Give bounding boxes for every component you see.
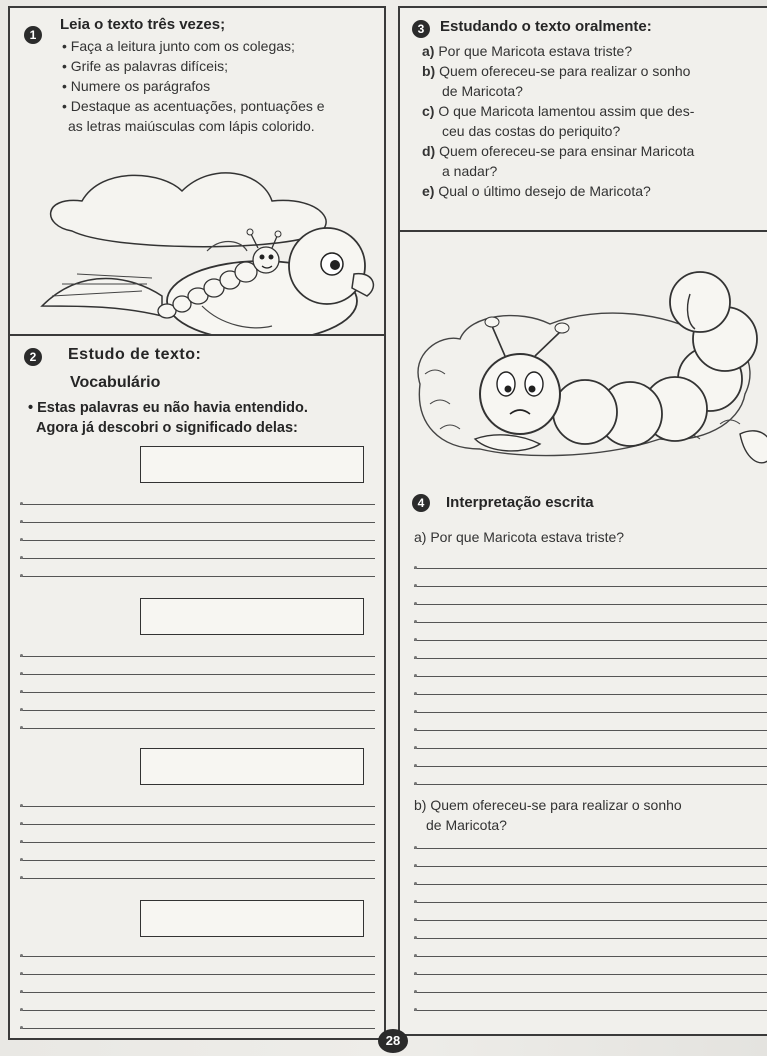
answer-line[interactable] — [414, 766, 767, 767]
answer-line[interactable] — [20, 674, 375, 675]
answer-line[interactable] — [20, 656, 375, 657]
oral-question-b: b) Quem ofereceu-se para realizar o sonho — [422, 63, 691, 79]
vocabulary-instruction-2: Agora já descobri o significado delas: — [36, 420, 298, 436]
word-box-1[interactable] — [140, 446, 364, 483]
answer-line[interactable] — [414, 866, 767, 867]
word-box-3[interactable] — [140, 748, 364, 785]
answer-line[interactable] — [20, 710, 375, 711]
oral-question-b-cont: de Maricota? — [442, 83, 523, 99]
answer-line[interactable] — [20, 540, 375, 541]
page-number: 28 — [378, 1029, 408, 1053]
bullet-4: • Destaque as acentuações, pontuações e — [62, 98, 325, 114]
sad-caterpillar-illustration — [400, 254, 767, 484]
answer-line[interactable] — [414, 992, 767, 993]
bullet-4-cont: as letras maiúsculas com lápis colorido. — [68, 118, 315, 134]
oral-question-e: e) Qual o último desejo de Maricota? — [422, 183, 651, 199]
oral-question-c-cont: ceu das costas do periquito? — [442, 123, 621, 139]
answer-line[interactable] — [20, 956, 375, 957]
section2-title: Estudo de texto: — [68, 346, 202, 363]
oral-question-d: d) Quem ofereceu-se para ensinar Maricota — [422, 143, 695, 159]
oral-question-c: c) O que Maricota lamentou assim que des- — [422, 103, 695, 119]
written-interpretation-panel — [398, 230, 767, 1036]
answer-line[interactable] — [414, 712, 767, 713]
answer-line[interactable] — [414, 640, 767, 641]
answer-line[interactable] — [414, 748, 767, 749]
written-question-b: b) Quem ofereceu-se para realizar o sonho — [414, 797, 682, 813]
section1-title: Leia o texto três vezes; — [60, 16, 226, 33]
answer-line[interactable] — [20, 842, 375, 843]
oral-question-a: a) Por que Maricota estava triste? — [422, 43, 633, 59]
answer-line[interactable] — [20, 558, 375, 559]
answer-line[interactable] — [414, 604, 767, 605]
answer-line[interactable] — [414, 730, 767, 731]
answer-line[interactable] — [414, 1010, 767, 1011]
answer-line[interactable] — [414, 938, 767, 939]
answer-line[interactable] — [20, 522, 375, 523]
answer-line[interactable] — [414, 884, 767, 885]
answer-line[interactable] — [414, 902, 767, 903]
answer-line[interactable] — [414, 920, 767, 921]
section4-title: Interpretação escrita — [446, 494, 594, 511]
answer-line[interactable] — [20, 824, 375, 825]
answer-line[interactable] — [20, 878, 375, 879]
oral-question-d-cont: a nadar? — [442, 163, 498, 179]
word-box-4[interactable] — [140, 900, 364, 937]
answer-line[interactable] — [414, 676, 767, 677]
section-number-3: 3 — [412, 20, 430, 38]
answer-line[interactable] — [414, 586, 767, 587]
reading-instructions-panel — [8, 6, 386, 336]
answer-line[interactable] — [414, 622, 767, 623]
section-number-4: 4 — [412, 494, 430, 512]
answer-line[interactable] — [20, 806, 375, 807]
word-box-2[interactable] — [140, 598, 364, 635]
section-number-2: 2 — [24, 348, 42, 366]
vocabulary-subtitle: Vocabulário — [70, 374, 161, 391]
answer-line[interactable] — [414, 974, 767, 975]
bullet-3: • Numere os parágrafos — [62, 78, 211, 94]
bullet-2: • Grife as palavras difíceis; — [62, 58, 228, 74]
oral-study-panel — [398, 6, 767, 232]
answer-line[interactable] — [414, 658, 767, 659]
answer-line[interactable] — [414, 568, 767, 569]
answer-line[interactable] — [20, 860, 375, 861]
vocabulary-instruction-1: • Estas palavras eu não havia entendido. — [28, 400, 308, 416]
answer-line[interactable] — [20, 576, 375, 577]
answer-line[interactable] — [20, 992, 375, 993]
answer-line[interactable] — [20, 728, 375, 729]
written-question-a: a) Por que Maricota estava triste? — [414, 529, 625, 545]
parrot-caterpillar-illustration — [22, 156, 382, 336]
answer-line[interactable] — [20, 692, 375, 693]
answer-line[interactable] — [414, 784, 767, 785]
answer-line[interactable] — [20, 504, 375, 505]
written-question-b-cont: de Maricota? — [426, 817, 507, 833]
answer-line[interactable] — [414, 956, 767, 957]
answer-line[interactable] — [414, 694, 767, 695]
section3-title: Estudando o texto oralmente: — [440, 18, 652, 35]
answer-line[interactable] — [20, 1010, 375, 1011]
bullet-1: • Faça a leitura junto com os colegas; — [62, 38, 295, 54]
answer-line[interactable] — [414, 848, 767, 849]
vocabulary-panel — [8, 334, 386, 1040]
answer-line[interactable] — [20, 1028, 375, 1029]
section-number-1: 1 — [24, 26, 42, 44]
answer-line[interactable] — [20, 974, 375, 975]
